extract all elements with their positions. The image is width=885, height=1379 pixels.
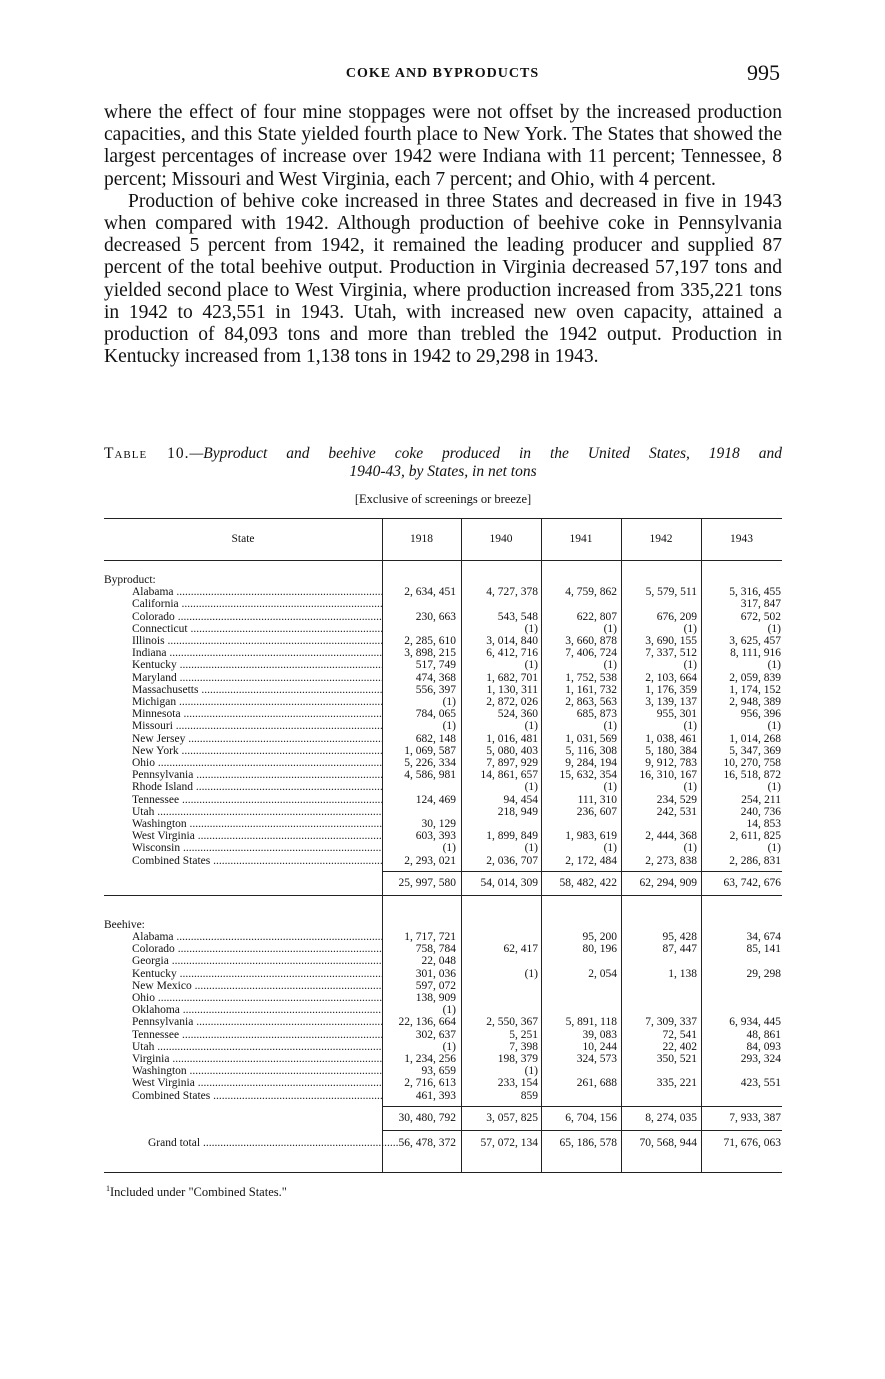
cell-1940: 94, 454: [503, 793, 538, 806]
row-label: Tennessee .....: [132, 1029, 382, 1041]
table-title-line-1: —Byproduct and beehive coke produced in the United States, 1918 and: [189, 445, 783, 462]
table-subcaption: [Exclusive of screenings or breeze]: [354, 492, 532, 506]
cell-1942: 22, 402: [662, 1040, 697, 1053]
cell-1918: 302, 637: [415, 1028, 456, 1041]
cell-1940: 198, 379: [497, 1053, 538, 1065]
cell-1943: 85, 141: [746, 943, 781, 956]
cell-1943: 5, 316, 455: [729, 586, 781, 599]
table-label: Table 10.: [104, 445, 190, 462]
table-row: [104, 830, 782, 842]
cell-1943: 7, 933, 387: [729, 1111, 781, 1124]
cell-1918: 2, 716, 613: [404, 1077, 456, 1090]
cell-1943: 63, 742, 676: [723, 876, 781, 889]
cell-1943: 317, 847: [740, 598, 781, 611]
row-label: Massachusetts .....: [132, 684, 382, 696]
cell-1943: 1, 014, 268: [729, 732, 781, 745]
cell-1940: 218, 949: [497, 805, 538, 818]
cell-1943: (1): [767, 659, 781, 672]
cell-1943: 6, 934, 445: [729, 1016, 781, 1029]
cell-1918: 138, 909: [415, 992, 456, 1004]
cell-1943: 5, 347, 369: [729, 744, 781, 757]
table-row: [104, 1004, 782, 1016]
cell-1941: 1, 161, 732: [565, 683, 617, 696]
cell-1941: 4, 759, 862: [565, 586, 617, 599]
cell-1941: 15, 632, 354: [559, 769, 617, 782]
cell-1941: 80, 196: [582, 943, 617, 956]
cell-1918: (1): [442, 1004, 456, 1017]
cell-1918: 124, 469: [415, 793, 456, 806]
cell-1943: 29, 298: [746, 967, 781, 980]
row-label: West Virginia .....: [132, 830, 382, 842]
body-text: [104, 102, 782, 368]
cell-1941: 1, 983, 619: [565, 830, 617, 843]
cell-1942: 3, 139, 137: [645, 696, 697, 708]
cell-1941: 111, 310: [577, 793, 617, 806]
cell-1943: 240, 736: [740, 805, 781, 818]
cell-1943: (1): [767, 781, 781, 794]
cell-1942: 1, 176, 359: [645, 683, 697, 696]
table-row: [104, 733, 782, 745]
cell-1940: 6, 412, 716: [486, 647, 538, 660]
column-header-1942: 1942: [649, 533, 673, 545]
cell-1940: (1): [524, 967, 538, 980]
cell-1940: 62, 417: [503, 943, 538, 956]
row-label: California .....: [132, 598, 382, 610]
cell-1942: 234, 529: [656, 793, 697, 806]
cell-1941: 65, 186, 578: [559, 1136, 617, 1149]
section-label-beehive: [104, 919, 782, 931]
cell-1941: 39, 083: [582, 1028, 617, 1041]
cell-1941: 58, 482, 422: [559, 876, 617, 889]
cell-1943: 14, 853: [746, 818, 781, 830]
cell-1943: 2, 611, 825: [729, 830, 781, 843]
cell-1942: 87, 447: [662, 943, 697, 956]
cell-1918: 22, 048: [421, 955, 456, 968]
column-header-1943: 1943: [730, 533, 753, 545]
cell-1940: 2, 036, 707: [486, 854, 538, 867]
paragraph: where the effect of four mine stoppages were not offset by the increased production capacities, and this State yielded fourth place to New York. The States that showed the largest percentages of increase over 1942 were Indiana with 11 percent; Tennessee, 8 percent; Missouri and West Virginia, each 7 percent; and Ohio, with 4 percent.: [104, 102, 782, 190]
cell-1941: 324, 573: [576, 1053, 617, 1065]
row-label: Beehive:: [104, 918, 145, 931]
cell-1941: 6, 704, 156: [565, 1111, 617, 1124]
row-label: Pennsylvania .....: [132, 769, 382, 781]
cell-1940: 3, 057, 825: [486, 1111, 538, 1124]
cell-1943: 672, 502: [740, 610, 781, 623]
row-label: Minnesota .....: [132, 708, 382, 720]
cell-1918: 597, 072: [415, 979, 456, 992]
cell-1941: 236, 607: [576, 805, 617, 818]
table-row: [104, 684, 782, 696]
cell-1941: 1, 752, 538: [565, 671, 617, 684]
table-row: [104, 818, 782, 830]
table-row: [104, 672, 782, 684]
cell-1942: 242, 531: [656, 805, 697, 818]
cell-1943: 71, 676, 063: [723, 1136, 781, 1149]
cell-1943: 34, 674: [746, 931, 781, 943]
table-row: [104, 980, 782, 992]
cell-1942: 7, 337, 512: [645, 647, 697, 660]
cell-1918: (1): [442, 720, 456, 733]
row-label: Colorado .....: [132, 943, 382, 955]
cell-1942: 5, 180, 384: [645, 744, 697, 757]
cell-1918: 1, 069, 587: [404, 744, 456, 757]
cell-1941: (1): [603, 720, 617, 733]
row-label: Oklahoma .....: [132, 1004, 382, 1016]
cell-1943: 16, 518, 872: [723, 769, 781, 782]
cell-1918: 3, 898, 215: [404, 647, 456, 660]
cell-1942: 2, 444, 368: [645, 830, 697, 843]
cell-1918: 603, 393: [415, 830, 456, 843]
cell-1943: 10, 270, 758: [723, 757, 781, 769]
cell-1940: 7, 897, 929: [486, 757, 538, 769]
cell-1941: 2, 054: [588, 967, 617, 980]
cell-1940: 1, 682, 701: [486, 671, 538, 684]
cell-1942: 676, 209: [656, 610, 697, 623]
cell-1940: 5, 251: [509, 1028, 538, 1041]
table-row: [104, 598, 782, 610]
cell-1918: (1): [442, 842, 456, 855]
table-rule: [382, 1130, 782, 1131]
row-label: Ohio .....: [132, 992, 382, 1004]
column-header-1941: 1941: [569, 533, 593, 545]
cell-1918: 56, 478, 372: [398, 1136, 456, 1149]
cell-1942: 5, 579, 511: [645, 586, 697, 599]
cell-1940: 5, 080, 403: [486, 744, 538, 757]
row-label: Connecticut .....: [132, 623, 382, 635]
table-row: [104, 1053, 782, 1065]
cell-1941: 9, 284, 194: [565, 757, 617, 769]
table-row: [104, 769, 782, 781]
cell-1941: 7, 406, 724: [565, 647, 617, 660]
column-header-1918: 1918: [410, 533, 433, 545]
cell-1918: 682, 148: [415, 732, 456, 745]
table-row: [104, 1065, 782, 1077]
row-label: Alabama .....: [132, 586, 382, 598]
table-footnote: $^1$Included under "Combined States.": [106, 1184, 287, 1200]
cell-1943: 1, 174, 152: [729, 683, 781, 696]
cell-1941: (1): [603, 622, 617, 635]
cell-1942: 70, 568, 944: [639, 1136, 697, 1149]
grand-total-row: [104, 1137, 782, 1149]
page-header: [0, 62, 885, 86]
row-label: Grand total .....: [148, 1137, 398, 1149]
paragraph: Production of behive coke increased in three States and decreased in five in 1943 when compared with 1942. Although production of beehive coke in Pennsylvania decreased 5 percent from 1942, it remained the leading producer and supplied 87 percent of the total beehive output. Production in Virginia decreased 57,197 tons and yielded second place to West Virginia, where production increased from 335,221 tons in 1942 to 423,551 in 1943. Utah, with increased new oven capacity, attained a production of 84,093 tons and more than trebled the 1942 output. Production in Kentucky increased from 1,138 tons in 1942 to 29,298 in 1943.: [104, 190, 782, 368]
row-label: Washington .....: [132, 1065, 382, 1077]
cell-1918: 230, 663: [415, 610, 456, 623]
row-label: Illinois .....: [132, 635, 382, 647]
cell-1940: 524, 360: [497, 708, 538, 721]
cell-1941: (1): [603, 659, 617, 672]
table-row: [104, 1077, 782, 1089]
cell-1918: 4, 586, 981: [404, 769, 456, 782]
cell-1940: 4, 727, 378: [486, 586, 538, 599]
cell-1942: (1): [683, 842, 697, 855]
cell-1941: 5, 891, 118: [565, 1016, 617, 1029]
cell-1940: 543, 548: [497, 610, 538, 623]
cell-1918: 93, 659: [421, 1065, 456, 1078]
cell-1943: 293, 324: [740, 1053, 781, 1065]
cell-1942: (1): [683, 720, 697, 733]
cell-1940: (1): [524, 842, 538, 855]
row-label: Kentucky .....: [132, 968, 382, 980]
cell-1942: (1): [683, 659, 697, 672]
cell-1942: (1): [683, 781, 697, 794]
running-title: COKE AND BYPRODUCTS: [345, 66, 540, 81]
table-rule: [382, 871, 782, 872]
cell-1942: 3, 690, 155: [645, 635, 697, 647]
table-row: [104, 720, 782, 732]
cell-1940: 233, 154: [497, 1077, 538, 1090]
table-row: [104, 781, 782, 793]
table-row: [104, 931, 782, 943]
table-row: [104, 635, 782, 647]
row-label: Michigan .....: [132, 696, 382, 708]
cell-1918: 2, 634, 451: [404, 586, 456, 599]
row-label: Washington .....: [132, 818, 382, 830]
table-rule: [104, 560, 782, 561]
table-row: [104, 806, 782, 818]
cell-1942: (1): [683, 622, 697, 635]
cell-1940: 859: [520, 1089, 538, 1102]
row-label: New York .....: [132, 745, 382, 757]
table-row: [104, 794, 782, 806]
row-label: Tennessee .....: [132, 794, 382, 806]
table-row: [104, 623, 782, 635]
cell-1942: 62, 294, 909: [639, 876, 697, 889]
table-row: [104, 992, 782, 1004]
cell-1918: 784, 065: [415, 708, 456, 721]
section-label-byproduct: [104, 574, 782, 586]
row-label: Missouri .....: [132, 720, 382, 732]
cell-1942: 16, 310, 167: [639, 769, 697, 782]
cell-1918: 30, 480, 792: [398, 1111, 456, 1124]
cell-1943: 956, 396: [740, 708, 781, 721]
row-label: New Jersey .....: [132, 733, 382, 745]
cell-1943: (1): [767, 842, 781, 855]
row-label: Indiana .....: [132, 647, 382, 659]
cell-1940: 14, 861, 657: [480, 769, 538, 782]
cell-1918: 1, 717, 721: [404, 931, 456, 943]
cell-1943: 423, 551: [740, 1077, 781, 1090]
cell-1918: 758, 784: [415, 943, 456, 956]
table-row: [104, 745, 782, 757]
row-label: Virginia .....: [132, 1053, 382, 1065]
row-label: Byproduct:: [104, 574, 156, 586]
cell-1918: 474, 368: [415, 671, 456, 684]
cell-1918: (1): [442, 1040, 456, 1053]
cell-1943: 84, 093: [746, 1040, 781, 1053]
row-label: West Virginia .....: [132, 1077, 382, 1089]
table-caption: [104, 445, 782, 481]
cell-1940: 1, 899, 849: [486, 830, 538, 843]
cell-1918: 2, 285, 610: [404, 635, 456, 647]
row-label: New Mexico .....: [132, 980, 382, 992]
cell-1940: (1): [524, 659, 538, 672]
cell-1940: 1, 130, 311: [486, 683, 538, 696]
cell-1940: 2, 872, 026: [486, 696, 538, 708]
cell-1941: (1): [603, 842, 617, 855]
subtotal-row-byproduct: [104, 877, 782, 889]
table-rule: [104, 518, 782, 519]
table-rule: [104, 895, 782, 896]
cell-1942: 9, 912, 783: [645, 757, 697, 769]
cell-1943: 254, 211: [741, 793, 781, 806]
subtotal-row-beehive: [104, 1112, 782, 1124]
table-row: [104, 757, 782, 769]
row-label: Ohio .....: [132, 757, 382, 769]
cell-1941: 1, 031, 569: [565, 732, 617, 745]
table-row: [104, 659, 782, 671]
cell-1941: 685, 873: [576, 708, 617, 721]
cell-1942: 95, 428: [662, 931, 697, 943]
table-row: [104, 1041, 782, 1053]
cell-1940: (1): [524, 781, 538, 794]
cell-1942: 350, 521: [656, 1053, 697, 1065]
cell-1942: 72, 541: [662, 1028, 697, 1041]
row-label: Alabama .....: [132, 931, 382, 943]
cell-1940: 57, 072, 134: [480, 1136, 538, 1149]
cell-1918: 301, 036: [415, 967, 456, 980]
table-title-line-2: 1940-43, by States, in net tons: [349, 463, 537, 480]
column-header-1940: 1940: [489, 533, 513, 545]
cell-1940: 54, 014, 309: [480, 876, 538, 889]
cell-1941: 10, 244: [582, 1040, 617, 1053]
row-label: Rhode Island .....: [132, 781, 382, 793]
table-row: [104, 696, 782, 708]
cell-1941: 2, 172, 484: [565, 854, 617, 867]
cell-1942: 955, 301: [656, 708, 697, 721]
cell-1941: 622, 807: [576, 610, 617, 623]
cell-1942: 7, 309, 337: [645, 1016, 697, 1029]
cell-1942: 2, 103, 664: [645, 671, 697, 684]
cell-1940: 3, 014, 840: [486, 635, 538, 647]
cell-1942: 1, 038, 461: [645, 732, 697, 745]
cell-1918: 22, 136, 664: [398, 1016, 456, 1029]
table-row: [104, 647, 782, 659]
cell-1943: (1): [767, 622, 781, 635]
cell-1918: 1, 234, 256: [404, 1053, 456, 1065]
table-row: [104, 586, 782, 598]
table-row: [104, 968, 782, 980]
cell-1943: 2, 948, 389: [729, 696, 781, 708]
cell-1940: (1): [524, 622, 538, 635]
cell-1941: (1): [603, 781, 617, 794]
table-row: [104, 855, 782, 867]
row-label: Combined States .....: [132, 855, 382, 867]
table-row: [104, 1016, 782, 1028]
cell-1942: 1, 138: [668, 967, 697, 980]
cell-1941: 2, 863, 563: [565, 696, 617, 708]
cell-1942: 2, 273, 838: [645, 854, 697, 867]
coke-production-table: [104, 518, 782, 1172]
cell-1918: 5, 226, 334: [404, 757, 456, 769]
cell-1940: 2, 550, 367: [486, 1016, 538, 1029]
cell-1940: 1, 016, 481: [486, 732, 538, 745]
table-row: [104, 1090, 782, 1102]
row-label: Georgia .....: [132, 955, 382, 967]
table-row: [104, 955, 782, 967]
table-row: [104, 842, 782, 854]
row-label: Maryland .....: [132, 672, 382, 684]
cell-1918: (1): [442, 696, 456, 708]
table-rule: [382, 1106, 782, 1107]
cell-1918: 2, 293, 021: [404, 854, 456, 867]
cell-1940: 7, 398: [509, 1040, 538, 1053]
cell-1918: 517, 749: [415, 659, 456, 672]
table-row: [104, 708, 782, 720]
cell-1943: 2, 059, 839: [729, 671, 781, 684]
cell-1918: 556, 397: [415, 683, 456, 696]
cell-1943: 3, 625, 457: [729, 635, 781, 647]
row-label: Colorado .....: [132, 611, 382, 623]
cell-1918: 461, 393: [415, 1089, 456, 1102]
cell-1918: 30, 129: [421, 818, 456, 830]
table-row: [104, 1029, 782, 1041]
row-label: Combined States .....: [132, 1090, 382, 1102]
row-label: Utah .....: [132, 806, 382, 818]
row-label: Kentucky .....: [132, 659, 382, 671]
cell-1943: 48, 861: [746, 1028, 781, 1041]
cell-1942: 8, 274, 035: [645, 1111, 697, 1124]
table-rule: [104, 1172, 782, 1173]
cell-1941: 5, 116, 308: [565, 744, 617, 757]
cell-1940: (1): [524, 1065, 538, 1078]
row-label: Pennsylvania .....: [132, 1016, 382, 1028]
cell-1918: 25, 997, 580: [398, 876, 456, 889]
cell-1943: 2, 286, 831: [729, 854, 781, 867]
page-number: 995: [747, 60, 780, 85]
cell-1941: 95, 200: [582, 931, 617, 943]
cell-1942: 335, 221: [656, 1077, 697, 1090]
table-row: [104, 611, 782, 623]
cell-1940: (1): [524, 720, 538, 733]
cell-1941: 3, 660, 878: [565, 635, 617, 647]
row-label: Utah .....: [132, 1041, 382, 1053]
cell-1943: (1): [767, 720, 781, 733]
row-label: Wisconsin .....: [132, 842, 382, 854]
cell-1943: 8, 111, 916: [730, 647, 781, 660]
cell-1941: 261, 688: [576, 1077, 617, 1090]
table-row: [104, 943, 782, 955]
column-header-state: State: [231, 533, 255, 545]
